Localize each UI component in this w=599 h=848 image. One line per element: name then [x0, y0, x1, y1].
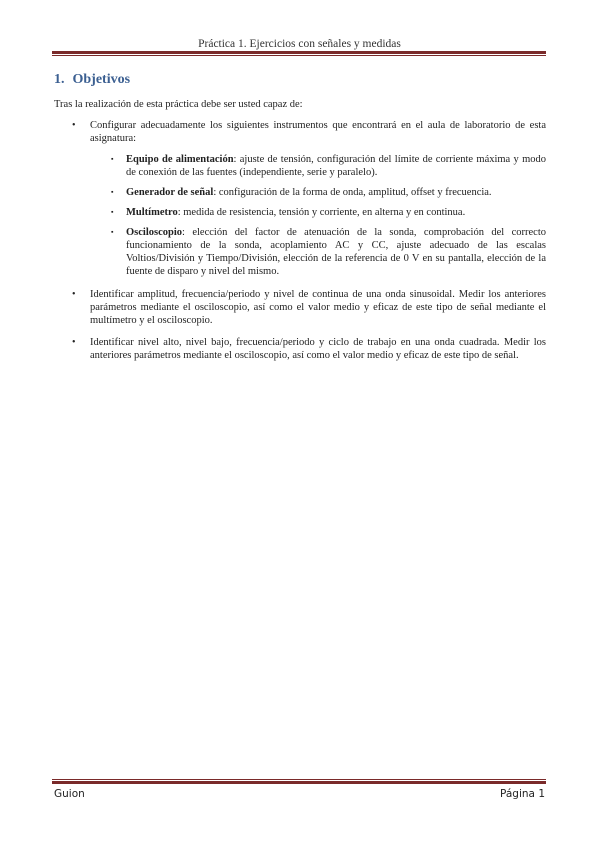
subitem-oscilloscope	[54, 226, 546, 278]
square-bullet-icon: ▪	[111, 208, 114, 216]
subitem-power-supply	[54, 153, 546, 179]
bullet-icon: •	[72, 337, 76, 348]
objective-item	[54, 336, 546, 362]
subitem-signal-generator	[54, 186, 546, 199]
objective-text: Identificar amplitud, frecuencia/periodo y nivel de continua de una onda sinusoidal. Medir los anteriores parámetros mediante el osciloscopio, así como el valor medio y eficaz de este tipo de señal mediante el multímetro y el osciloscopio.	[90, 289, 546, 326]
footer-rule	[52, 781, 546, 784]
subitem-multimeter	[54, 206, 546, 219]
subitem-term: Equipo de alimentación	[126, 154, 234, 165]
intro-paragraph: Tras la realización de esta práctica debe ser usted capaz de:	[54, 99, 303, 110]
bullet-icon: •	[72, 120, 76, 131]
subitem-text: : elección del factor de atenuación de la sonda, comprobación del correcto funcionamiento de la sonda, acoplamiento AC y CC, ajuste adecuado de las escalas Voltios/División y Tiempo/División, elección de la referencia de 0 V en su pantalla, elección de la fuente de disparo y nivel del mismo.	[126, 227, 546, 277]
square-bullet-icon: ▪	[111, 228, 114, 236]
subitem-text: : configuración de la forma de onda, amplitud, offset y frecuencia.	[213, 187, 492, 198]
section-title: Objetivos	[72, 72, 131, 87]
subitem-text: : medida de resistencia, tensión y corriente, en alterna y en continua.	[177, 207, 466, 218]
subitem-term: Generador de señal	[126, 187, 214, 198]
page-header-title: Práctica 1. Ejercicios con señales y medidas	[198, 38, 401, 50]
header-rule-thin	[52, 55, 546, 56]
objective-item	[54, 119, 546, 145]
square-bullet-icon: ▪	[111, 188, 114, 196]
square-bullet-icon: ▪	[111, 155, 114, 163]
section-number: 1.	[54, 72, 65, 87]
footer-rule-thin	[52, 779, 546, 780]
objective-item	[54, 288, 546, 327]
bullet-icon: •	[72, 289, 76, 300]
footer-page-number: Página 1	[500, 788, 545, 800]
subitem-term: Multímetro	[126, 207, 178, 218]
section-heading	[54, 72, 130, 88]
subitem-term: Osciloscopio	[126, 227, 183, 238]
objective-text: Configurar adecuadamente los siguientes instrumentos que encontrará en el aula de laboratorio de esta asignatura:	[90, 120, 546, 144]
objective-text: Identificar nivel alto, nivel bajo, frecuencia/periodo y ciclo de trabajo en una onda cuadrada. Medir los anteriores parámetros mediante el osciloscopio, así como el valor medio y eficaz de este tipo de señal.	[90, 337, 546, 361]
subitem-text: : ajuste de tensión, configuración del límite de corriente máxima y modo de conexión de las fuentes (independiente, serie y paralelo).	[126, 154, 546, 178]
footer-doc-label: Guion	[54, 788, 85, 800]
